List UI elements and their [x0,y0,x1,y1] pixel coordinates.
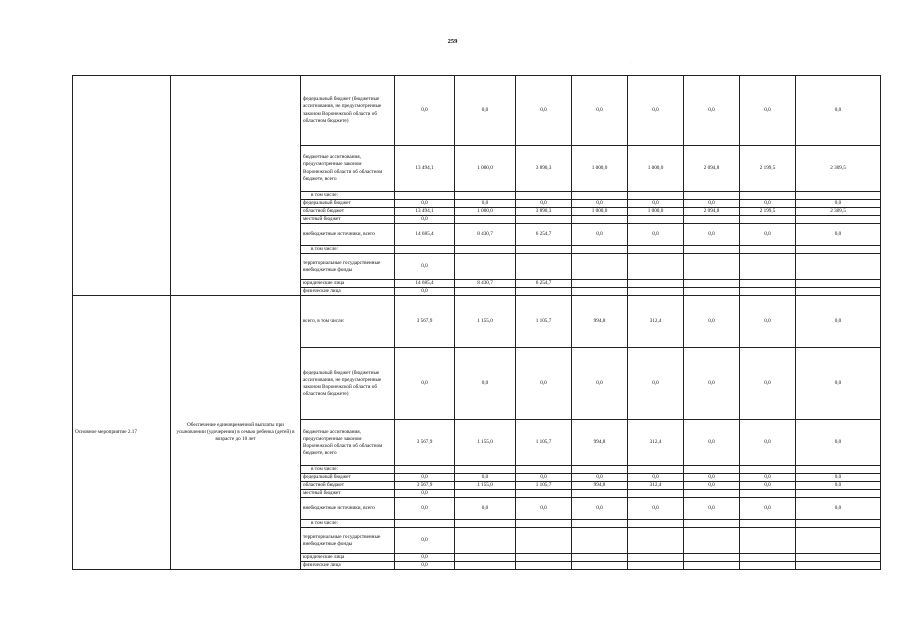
amount-cell [628,288,684,296]
amount-cell [455,246,516,254]
funding-source-label: всего, в том числе: [301,296,395,348]
amount-cell: 0,0 [395,288,455,296]
amount-cell [455,490,516,498]
funding-source-label: юридические лица [301,280,395,288]
amount-cell [796,192,881,200]
amount-cell [628,246,684,254]
amount-cell [740,192,796,200]
amount-cell [628,520,684,528]
amount-cell: 0,0 [572,348,628,420]
amount-cell: 0,0 [684,482,740,490]
table-row [73,296,881,348]
funding-source-label: в том числе: [301,466,395,474]
funding-source-label: юридические лица [301,554,395,562]
amount-cell: 13 494,1 [395,146,455,192]
amount-cell: 0,0 [516,474,572,482]
funding-source-label: федеральный бюджет (бюджетные ассигнования, не предусмотренные законом Воронежской области об областном бюджете) [301,348,395,420]
amount-cell [796,490,881,498]
amount-cell [572,528,628,554]
amount-cell [628,466,684,474]
amount-cell [740,528,796,554]
amount-cell [516,246,572,254]
amount-cell [684,288,740,296]
event-title-cell: Обеспечение единовременной выплаты при усыновлении (удочерении) в семью ребенка (детей) в возрасте до 10 лет [171,296,301,570]
table-row [73,76,881,146]
funding-source-label: физические лица [301,288,395,296]
amount-cell [628,562,684,570]
amount-cell: 0,0 [684,498,740,520]
amount-cell: 2 199,5 [740,208,796,216]
amount-cell: 13 494,1 [395,208,455,216]
amount-cell: 0,0 [684,224,740,246]
amount-cell [684,280,740,288]
amount-cell: 1 000,0 [572,208,628,216]
amount-cell [628,216,684,224]
amount-cell: 14 685,4 [395,224,455,246]
amount-cell: 0,0 [796,200,881,208]
amount-cell: 1 000,0 [455,146,516,192]
amount-cell: 0,0 [628,200,684,208]
amount-cell: 0,0 [628,474,684,482]
amount-cell [516,520,572,528]
amount-cell: 0,0 [628,348,684,420]
amount-cell: 0,0 [740,482,796,490]
amount-cell [572,490,628,498]
amount-cell [684,192,740,200]
amount-cell [740,216,796,224]
event-name-cell: Основное мероприятие 2.17 [73,296,171,570]
amount-cell [516,254,572,280]
amount-cell [516,562,572,570]
page-number: 259 [447,38,458,45]
amount-cell: 0,0 [740,474,796,482]
amount-cell: 0,0 [395,554,455,562]
funding-source-label: бюджетные ассигнования, предусмотренные законом Воронежской области об областном бюджете, всего [301,146,395,192]
amount-cell: 0,0 [684,474,740,482]
amount-cell [395,466,455,474]
amount-cell [740,288,796,296]
amount-cell: 1 105,7 [516,296,572,348]
amount-cell [796,216,881,224]
amount-cell [796,562,881,570]
amount-cell: 1 105,7 [516,420,572,466]
amount-cell [455,288,516,296]
funding-source-label: бюджетные ассигнования, предусмотренные законом Воронежской области об областном бюджете, всего [301,420,395,466]
amount-cell [628,554,684,562]
amount-cell [628,192,684,200]
amount-cell: 0,0 [395,562,455,570]
amount-cell: 14 685,4 [395,280,455,288]
amount-cell [740,254,796,280]
amount-cell: 1 105,7 [516,482,572,490]
amount-cell [740,246,796,254]
amount-cell [628,528,684,554]
amount-cell [628,490,684,498]
amount-cell: 0,0 [796,296,881,348]
amount-cell: 0,0 [572,200,628,208]
amount-cell [684,254,740,280]
funding-source-label: областной бюджет [301,482,395,490]
scan-speck: · [630,61,632,66]
amount-cell: 0,0 [684,296,740,348]
amount-cell: 0,0 [740,76,796,146]
amount-cell: 8 430,7 [455,280,516,288]
amount-cell [572,466,628,474]
amount-cell: 0,0 [796,76,881,146]
amount-cell: 2 309,5 [796,208,881,216]
amount-cell: 0,0 [684,200,740,208]
amount-cell: 0,0 [395,76,455,146]
amount-cell [572,216,628,224]
amount-cell [455,216,516,224]
amount-cell [572,562,628,570]
amount-cell: 0,0 [684,76,740,146]
amount-cell: 3 567,9 [395,420,455,466]
amount-cell [516,216,572,224]
amount-cell [684,528,740,554]
amount-cell [395,246,455,254]
amount-cell [796,246,881,254]
amount-cell [740,490,796,498]
funding-source-label: территориальные государственные внебюджетные фонды [301,254,395,280]
funding-source-label: физические лица [301,562,395,570]
amount-cell: 0,0 [628,224,684,246]
amount-cell [740,520,796,528]
amount-cell [572,246,628,254]
amount-cell [796,520,881,528]
amount-cell: 3 890,3 [516,208,572,216]
amount-cell [684,554,740,562]
funding-source-label: внебюджетные источники, всего [301,498,395,520]
amount-cell [740,554,796,562]
amount-cell: 0,0 [628,76,684,146]
amount-cell [684,562,740,570]
amount-cell: 2 094,8 [684,146,740,192]
amount-cell [684,246,740,254]
funding-source-label: местный бюджет [301,216,395,224]
event-name-cell [73,76,171,296]
amount-cell: 2 199,5 [740,146,796,192]
budget-table-body [73,76,881,570]
amount-cell [516,466,572,474]
amount-cell [455,466,516,474]
amount-cell: 0,0 [740,348,796,420]
amount-cell: 0,0 [395,490,455,498]
funding-source-label: федеральный бюджет (бюджетные ассигнования, не предусмотренные законом Воронежской области об областном бюджете) [301,76,395,146]
funding-source-label: территориальные государственные внебюджетные фонды [301,528,395,554]
amount-cell: 0,0 [684,420,740,466]
amount-cell: 0,0 [796,420,881,466]
amount-cell [572,554,628,562]
event-title-cell [171,76,301,296]
amount-cell: 1 000,0 [628,146,684,192]
amount-cell [740,466,796,474]
amount-cell: 0,0 [796,224,881,246]
amount-cell: 0,0 [628,498,684,520]
amount-cell [516,192,572,200]
amount-cell [684,216,740,224]
amount-cell: 312,4 [628,482,684,490]
amount-cell [395,192,455,200]
amount-cell [684,520,740,528]
amount-cell: 994,8 [572,296,628,348]
amount-cell: 0,0 [395,528,455,554]
amount-cell [796,528,881,554]
amount-cell: 0,0 [572,76,628,146]
amount-cell: 312,4 [628,420,684,466]
amount-cell: 1 000,0 [572,146,628,192]
amount-cell: 1 155,0 [455,420,516,466]
amount-cell: 0,0 [572,224,628,246]
amount-cell: 994,8 [572,420,628,466]
amount-cell: 0,0 [684,348,740,420]
funding-source-label: внебюджетные источники, всего [301,224,395,246]
amount-cell: 0,0 [740,498,796,520]
amount-cell: 0,0 [796,348,881,420]
amount-cell: 0,0 [740,296,796,348]
amount-cell: 8 430,7 [455,224,516,246]
amount-cell: 0,0 [572,498,628,520]
amount-cell [516,528,572,554]
amount-cell [395,520,455,528]
amount-cell [516,288,572,296]
amount-cell [796,280,881,288]
amount-cell: 1 155,0 [455,482,516,490]
amount-cell: 2 309,5 [796,146,881,192]
amount-cell [455,192,516,200]
amount-cell [684,490,740,498]
amount-cell: 0,0 [455,200,516,208]
amount-cell: 0,0 [455,474,516,482]
amount-cell: 3 567,9 [395,296,455,348]
amount-cell [572,288,628,296]
amount-cell: 0,0 [395,254,455,280]
amount-cell: 0,0 [395,498,455,520]
amount-cell [455,562,516,570]
amount-cell [740,280,796,288]
amount-cell: 0,0 [796,498,881,520]
amount-cell: 0,0 [395,348,455,420]
amount-cell: 0,0 [395,216,455,224]
funding-source-label: местный бюджет [301,490,395,498]
amount-cell: 0,0 [395,200,455,208]
amount-cell [796,554,881,562]
amount-cell: 0,0 [516,498,572,520]
amount-cell [740,562,796,570]
amount-cell: 6 254,7 [516,224,572,246]
amount-cell [628,280,684,288]
amount-cell: 1 155,0 [455,296,516,348]
funding-source-label: федеральный бюджет [301,200,395,208]
amount-cell: 0,0 [740,224,796,246]
amount-cell [572,254,628,280]
funding-source-label: областной бюджет [301,208,395,216]
amount-cell: 0,0 [740,200,796,208]
amount-cell: 0,0 [455,498,516,520]
amount-cell: 0,0 [572,474,628,482]
amount-cell [455,520,516,528]
amount-cell: 0,0 [516,200,572,208]
amount-cell [684,466,740,474]
amount-cell: 0,0 [796,474,881,482]
amount-cell [455,254,516,280]
amount-cell: 1 000,0 [628,208,684,216]
amount-cell: 0,0 [455,348,516,420]
amount-cell [572,520,628,528]
funding-source-label: в том числе: [301,246,395,254]
amount-cell [796,288,881,296]
amount-cell: 2 094,8 [684,208,740,216]
amount-cell: 1 000,0 [455,208,516,216]
amount-cell [455,554,516,562]
amount-cell: 3 567,9 [395,482,455,490]
funding-source-label: федеральный бюджет [301,474,395,482]
budget-table [72,75,881,570]
amount-cell [516,490,572,498]
amount-cell [455,528,516,554]
amount-cell: 3 890,3 [516,146,572,192]
amount-cell: 0,0 [395,474,455,482]
amount-cell: 0,0 [516,76,572,146]
amount-cell [796,254,881,280]
funding-source-label: в том числе: [301,520,395,528]
amount-cell: 994,8 [572,482,628,490]
funding-source-label: в том числе: [301,192,395,200]
amount-cell: 0,0 [516,348,572,420]
amount-cell: 312,4 [628,296,684,348]
amount-cell [796,466,881,474]
amount-cell: 6 254,7 [516,280,572,288]
amount-cell: 0,0 [455,76,516,146]
amount-cell: 0,0 [796,482,881,490]
amount-cell [628,254,684,280]
amount-cell [572,192,628,200]
amount-cell: 0,0 [740,420,796,466]
amount-cell [516,554,572,562]
amount-cell [572,280,628,288]
